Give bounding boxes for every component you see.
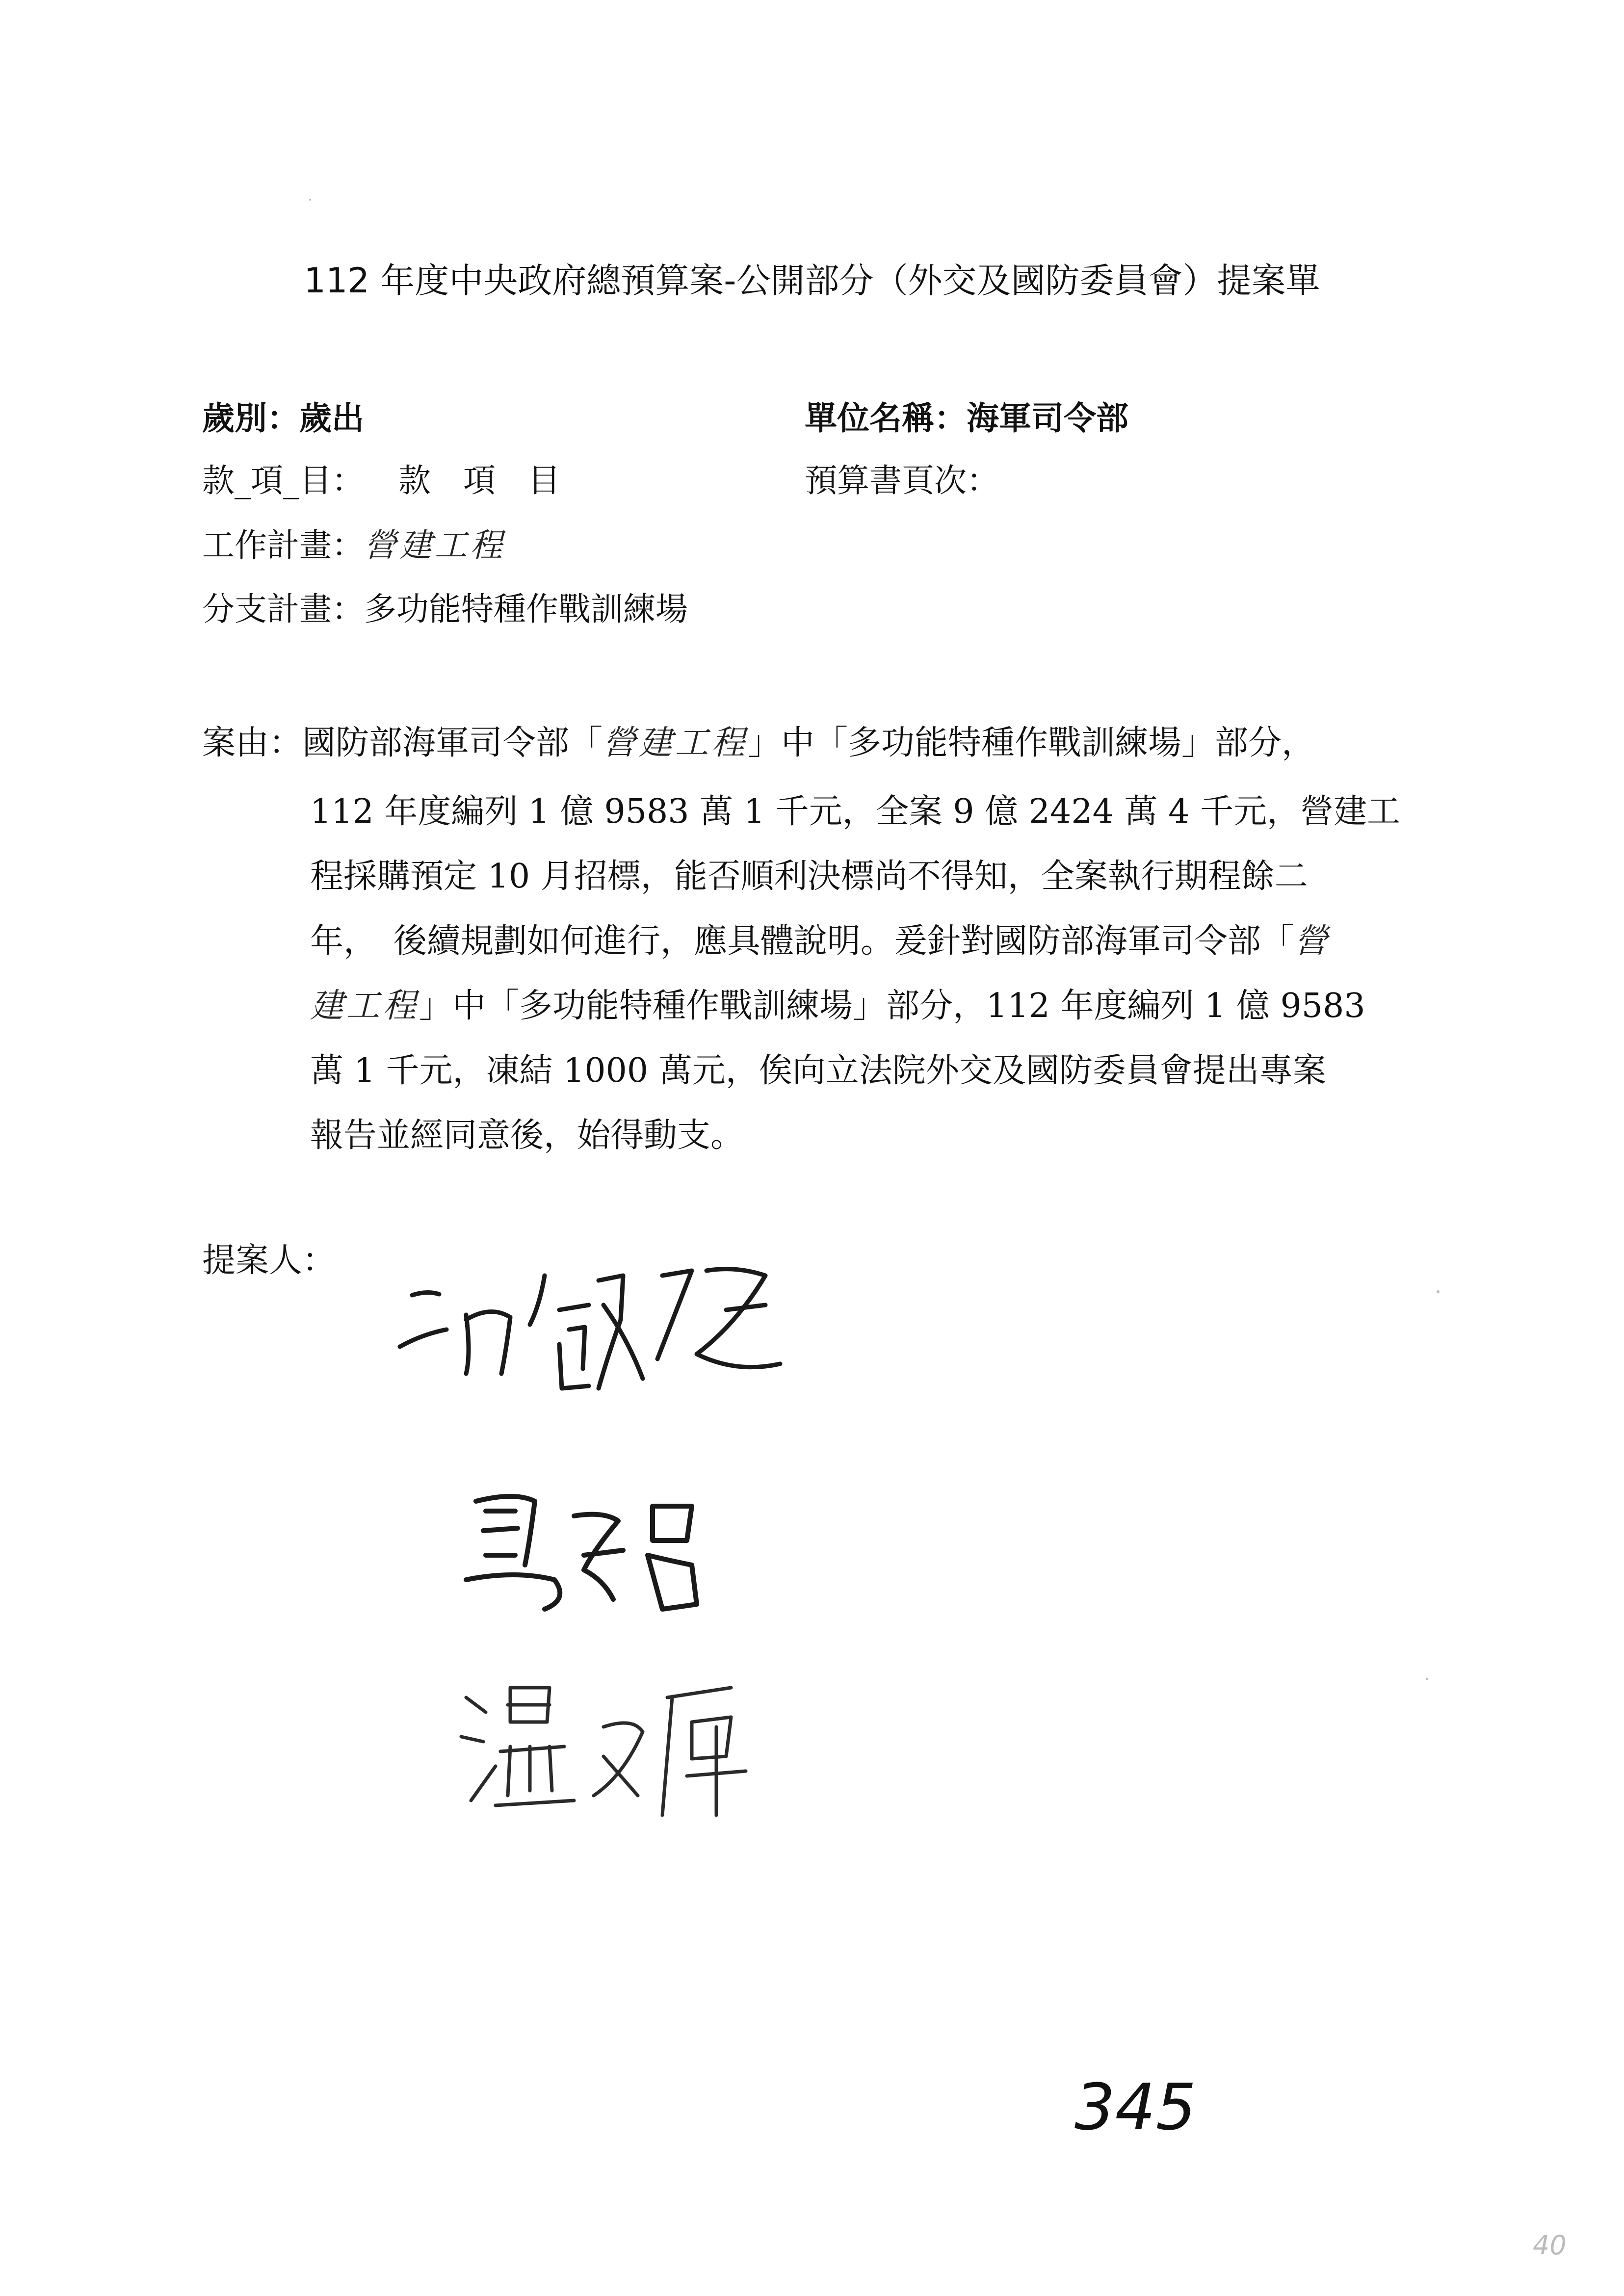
plan-field — [202, 523, 505, 568]
category-field — [202, 396, 364, 441]
reason-line-4 — [310, 917, 1331, 966]
reason-line-1 — [202, 719, 1315, 768]
subplan-field — [202, 587, 688, 631]
category-label: 歲別： — [202, 399, 299, 437]
unit-label: 單位名稱： — [805, 399, 967, 437]
item-field — [202, 459, 560, 503]
scan-speck — [309, 199, 311, 201]
reason-handwritten-text: 營建工程 — [602, 724, 748, 762]
handwritten-number — [1070, 2075, 1207, 2149]
reason-line-7: 報告並經同意後，始得動支。 — [310, 1116, 744, 1155]
reason-label: 案由： — [202, 724, 303, 762]
reason-text: 年， 後續規劃如何進行，應具體說明。爰針對國防部海軍司令部「 — [310, 922, 1295, 961]
reason-line-6: 萬 1 千元，凍結 1000 萬元，俟向立法院外交及國防委員會提出專案 — [310, 1051, 1326, 1090]
item-label: 款_項_目： — [202, 462, 364, 499]
reason-handwritten-text: 營 — [1294, 922, 1331, 961]
scan-speck — [1426, 1678, 1428, 1680]
reason-line-2: 112 年度編列 1 億 9583 萬 1 千元，全案 9 億 2424 萬 4 千元，營建工 — [310, 792, 1400, 831]
unit-value: 海軍司令部 — [967, 399, 1128, 437]
signature-3 — [456, 1668, 800, 1830]
reason-text: 」中「多功能特種作戰訓練場」部分， — [748, 724, 1315, 762]
signature-1 — [393, 1256, 864, 1423]
reason-text: 」中「多功能特種作戰訓練場」部分，112 年度編列 1 億 9583 — [419, 987, 1365, 1025]
signature-2 — [456, 1482, 751, 1629]
page-ref-label: 預算書頁次： — [805, 462, 999, 499]
plan-label: 工作計畫： — [202, 526, 364, 564]
page-ref-field — [805, 459, 999, 503]
proposer-label: 提案人： — [202, 1241, 336, 1280]
reason-handwritten-text: 建工程 — [310, 987, 419, 1025]
document-title: 112 年度中央政府總預算案-公開部分（外交及國防委員會）提案單 — [304, 261, 1320, 301]
scan-speck — [1437, 1290, 1440, 1293]
subplan-value: 多功能特種作戰訓練場 — [364, 590, 688, 628]
plan-value-handwritten: 營建工程 — [364, 526, 505, 564]
unit-field — [805, 396, 1128, 441]
reason-line-3: 程採購預定 10 月招標，能否順利決標尚不得知，全案執行期程餘二 — [310, 857, 1308, 896]
item-value: 款 項 目 — [398, 462, 560, 499]
svg-text:345: 345 — [1074, 2075, 1197, 2144]
subplan-label: 分支計畫： — [202, 590, 364, 628]
page-number: 40 — [1533, 2230, 1567, 2261]
reason-text: 國防部海軍司令部「 — [302, 724, 603, 762]
category-value: 歲出 — [299, 399, 364, 437]
reason-line-5 — [310, 982, 1365, 1031]
